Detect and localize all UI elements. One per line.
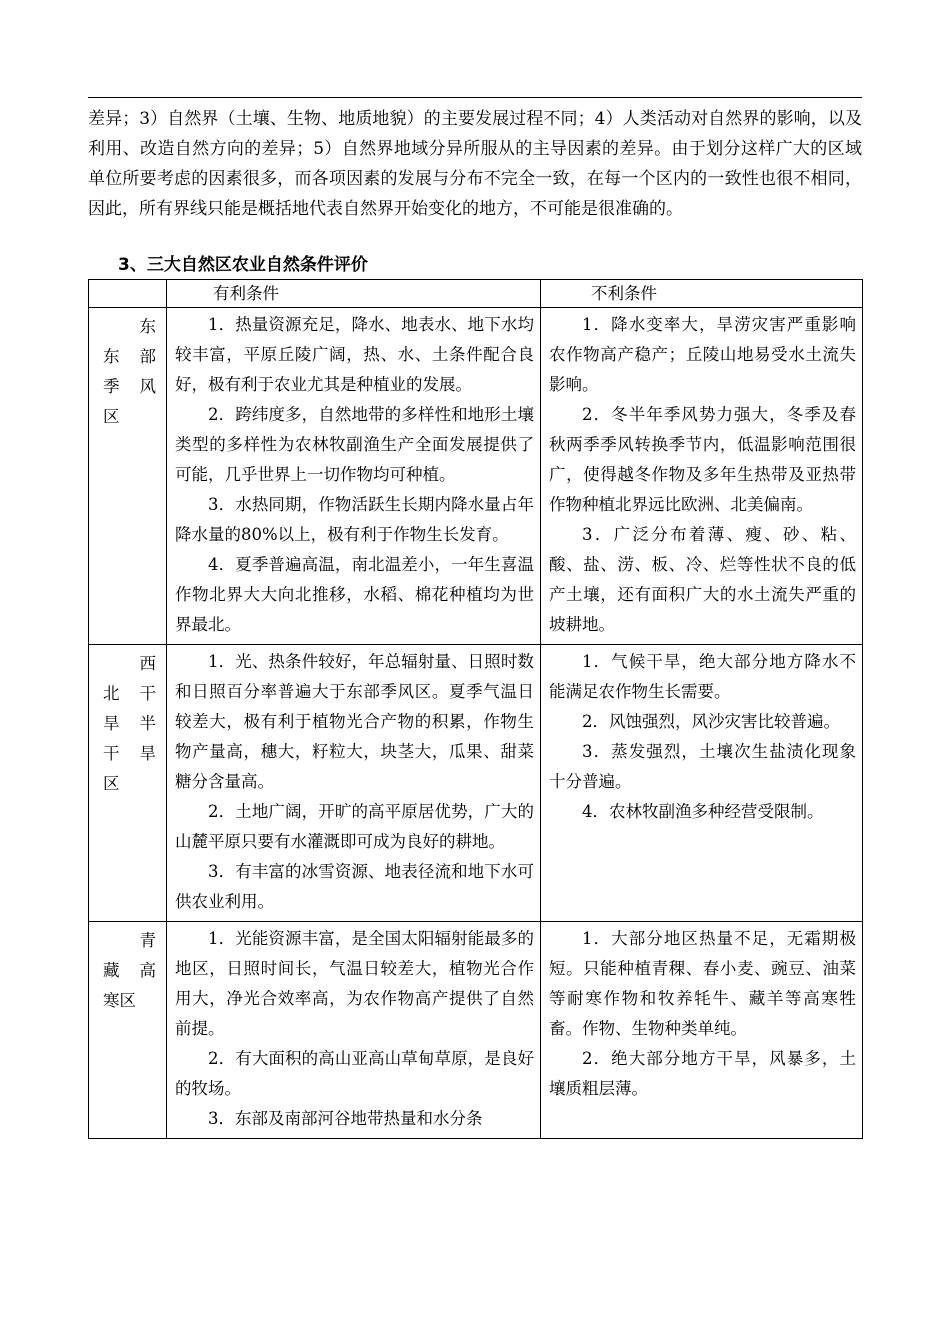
region-line: 青 [139,931,156,950]
unfavorable-item: 3．蒸发强烈，土壤次生盐渍化现象十分普遍。 [549,742,856,791]
section-heading: 3、三大自然区农业自然条件评价 [118,255,368,275]
favorable-item: 1．光能资源丰富，是全国太阳辐射能最多的地区，日照时间长，气温日较差大，植物光合作用大，净光合效率高，为农作物高产提供了自然前提。 [175,929,534,1038]
favorable-item: 4．夏季普遍高温，南北温差小，一年生喜温作物北界大大向北推移，水稻、棉花种植均为世界最北。 [175,555,534,634]
region-cell [89,308,167,645]
region-line: 季 风 [103,377,156,396]
unfavorable-cell [541,922,863,1139]
favorable-cell [167,645,541,922]
region-line: 寒区 [103,991,136,1010]
unfavorable-item: 3．广泛分布着薄、瘦、砂、粘、酸、盐、涝、板、冷、烂等性状不良的低产土壤，还有面积广大的水土流失严重的坡耕地。 [549,525,856,634]
header-unfavorable: 不利条件 [541,280,863,308]
intro-paragraph: 差异；3）自然界（土壤、生物、地质地貌）的主要发展过程不同；4）人类活动对自然界的影响，以及利用、改造自然方向的差异；5）自然界地域分异所服从的主导因素的差异。由于划分这样广大的区域单位所要考虑的因素很多，而各项因素的发展与分布不完全一致，在每一个区内的一致性也很不相同，因此，所有界线只能是概括地代表自然界开始变化的地方，不可能是很准确的。 [88,109,862,219]
unfavorable-item: 2．绝大部分地方干旱，风暴多，土壤质粗层薄。 [549,1049,856,1098]
table-row-east-monsoon [89,308,863,645]
favorable-item: 2．土地广阔，开旷的高平原居优势，广大的山麓平原只要有水灌溉即可成为良好的耕地。 [175,802,534,851]
region-line: 藏 高 [103,961,156,980]
table-row-northwest-arid [89,645,863,922]
region-line: 西 [139,654,156,673]
favorable-item: 2．有大面积的高山亚高山草甸草原，是良好的牧场。 [175,1049,534,1098]
unfavorable-cell [541,645,863,922]
region-cell [89,922,167,1139]
favorable-cell [167,922,541,1139]
unfavorable-item: 4．农林牧副渔多种经营受限制。 [582,802,824,821]
table-row-qinghai-tibet [89,922,863,1139]
region-line: 东 部 [103,347,156,366]
favorable-item: 3．水热同期，作物活跃生长期内降水量占年降水量的80%以上，极有利于作物生长发育。 [175,495,534,544]
unfavorable-item: 2．风蚀强烈，风沙灾害比较普遍。 [582,712,840,731]
region-line: 旱 半 [103,714,156,733]
unfavorable-item: 1．大部分地区热量不足，无霜期极短。只能种植青稞、春小麦、豌豆、油菜等耐寒作物和牧养牦牛、藏羊等高寒牲畜。作物、生物种类单纯。 [549,929,856,1038]
favorable-item: 3．东部及南部河谷地带热量和水分条 [208,1109,483,1128]
favorable-item: 2．跨纬度多，自然地带的多样性和地形土壤类型的多样性为农林牧副渔生产全面发展提供了可能，几乎世界上一切作物均可种植。 [175,405,534,484]
unfavorable-item: 2．冬半年季风势力强大，冬季及春秋两季季风转换季节内，低温影响范围很广，使得越冬作物及多年生热带及亚热带作物种植北界远比欧洲、北美偏南。 [549,405,856,514]
region-cell [89,645,167,922]
region-line: 区 [103,774,120,793]
favorable-item: 3．有丰富的冰雪资源、地表径流和地下水可供农业利用。 [175,862,534,911]
header-rule [88,97,862,98]
header-region-cell [89,280,167,308]
unfavorable-item: 1．气候干旱，绝大部分地方降水不能满足农作物生长需要。 [549,652,856,701]
region-line: 区 [103,407,120,426]
favorable-item: 1．热量资源充足，降水、地表水、地下水均较丰富，平原丘陵广阔，热、水、土条件配合良好，极有利于农业尤其是种植业的发展。 [175,315,534,394]
favorable-cell [167,308,541,645]
table-header-row [89,280,863,308]
region-line: 干 旱 [103,744,156,763]
region-line: 东 [139,317,156,336]
evaluation-table [88,279,863,1139]
region-line: 北 干 [103,684,156,703]
unfavorable-item: 1．降水变率大，旱涝灾害严重影响农作物高产稳产；丘陵山地易受水土流失影响。 [549,315,856,394]
unfavorable-cell [541,308,863,645]
favorable-item: 1．光、热条件较好，年总辐射量、日照时数和日照百分率普遍大于东部季风区。夏季气温日较差大，极有利于植物光合产物的积累，作物生物产量高，穗大，籽粒大，块茎大，瓜果、甜菜糖分含量高。 [175,652,534,791]
header-favorable: 有利条件 [167,280,541,308]
